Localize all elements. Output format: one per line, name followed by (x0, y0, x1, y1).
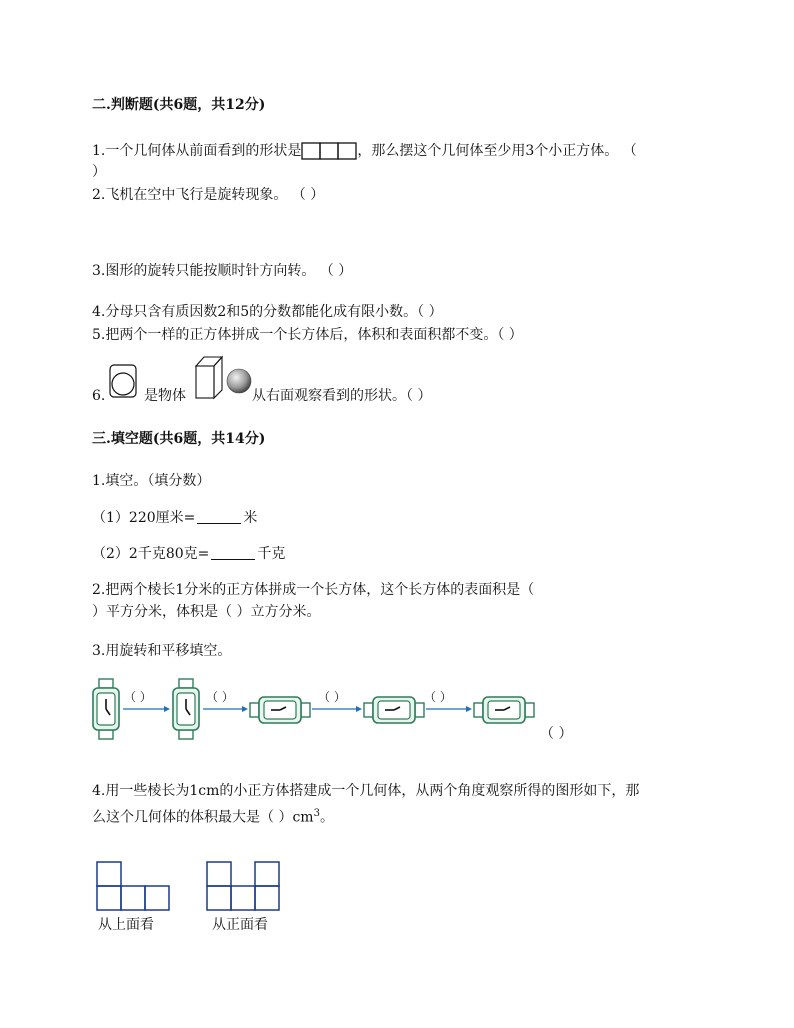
watch-icon (364, 697, 424, 723)
s3-q1-sub2 (92, 545, 285, 563)
s2-q6-mid: 是物体 (144, 388, 186, 404)
front-view-label: 从正面看 (212, 917, 268, 933)
s3-q3-paren-2: （ ） (206, 690, 234, 704)
section2-title: 二.判断题(共6题，共12分) (92, 97, 266, 113)
s2-q1-wrap: ） (92, 164, 106, 180)
watch-icon (93, 679, 119, 739)
s3-q3-stem: 3.用旋转和平移填空。 (92, 643, 232, 659)
s3-q1-sub1 (92, 509, 257, 527)
s3-q1-sub2-before: （2）2千克80克= (92, 546, 210, 562)
s2-q6-num: 6. (92, 388, 106, 404)
s3-q2-line2: ）平方分米，体积是（ ）立方分米。 (92, 604, 321, 620)
s3-q4-line2-end: 。 (319, 809, 334, 826)
watch-sequence-figure (90, 676, 550, 742)
rounded-square-circle-figure (109, 364, 137, 398)
s2-q1-after: ，那么摆这个几何体至少用3个小正方体。 （ (357, 143, 637, 159)
s2-q2: 2.飞机在空中飞行是旋转现象。 （ ） (92, 187, 325, 203)
answer-blank[interactable] (197, 509, 241, 524)
section3-title: 三.填空题(共6题，共14分) (92, 431, 266, 447)
s3-q4-line2-text: 么这个几何体的体积最大是（ ）cm (92, 809, 314, 826)
s3-q3-paren-3: （ ） (318, 690, 346, 704)
s3-q3-paren-1: （ ） (124, 690, 152, 704)
s3-q1-sub1-after: 米 (243, 510, 258, 526)
top-view-figure (96, 860, 172, 914)
s2-q4: 4.分母只含有质因数2和5的分数都能化成有限小数。（ ） (92, 304, 443, 320)
s2-q6-after: 从右面观察看到的形状。（ ） (252, 388, 432, 404)
s2-q1-before: 1.一个几何体从前面看到的形状是 (92, 143, 302, 159)
s3-q1-sub1-before: （1）220厘米= (92, 510, 196, 526)
s3-q1-stem: 1.填空。（填分数） (92, 473, 211, 489)
answer-blank[interactable] (211, 545, 255, 560)
top-view-label: 从上面看 (98, 917, 154, 933)
s3-q4-line2 (92, 805, 334, 827)
s2-q1 (92, 142, 637, 160)
s3-q4-line1: 4.用一些棱长为1cm的小正方体搭建成一个几何体，从两个角度观察所得的图形如下，那 (92, 783, 640, 799)
cubic-superscript: 3 (313, 808, 320, 819)
front-view-figure (206, 860, 282, 914)
watch-icon (173, 679, 199, 739)
s3-q3-paren-4: （ ） (424, 690, 452, 704)
s2-q5: 5.把两个一样的正方体拼成一个长方体后，体积和表面积都不变。（ ） (92, 327, 523, 343)
s3-q1-sub2-after: 千克 (257, 546, 286, 562)
watch-icon (474, 697, 534, 723)
cuboid-and-sphere-figure (192, 354, 254, 400)
s3-q3-end-paren: （ ） (540, 726, 573, 742)
watch-icon (250, 697, 310, 723)
s3-q2-line1: 2.把两个棱长1分米的正方体拼成一个长方体，这个长方体的表面积是（ (92, 582, 535, 598)
s2-q3: 3.图形的旋转只能按顺时针方向转。 （ ） (92, 263, 353, 279)
three-squares-figure (301, 142, 357, 160)
